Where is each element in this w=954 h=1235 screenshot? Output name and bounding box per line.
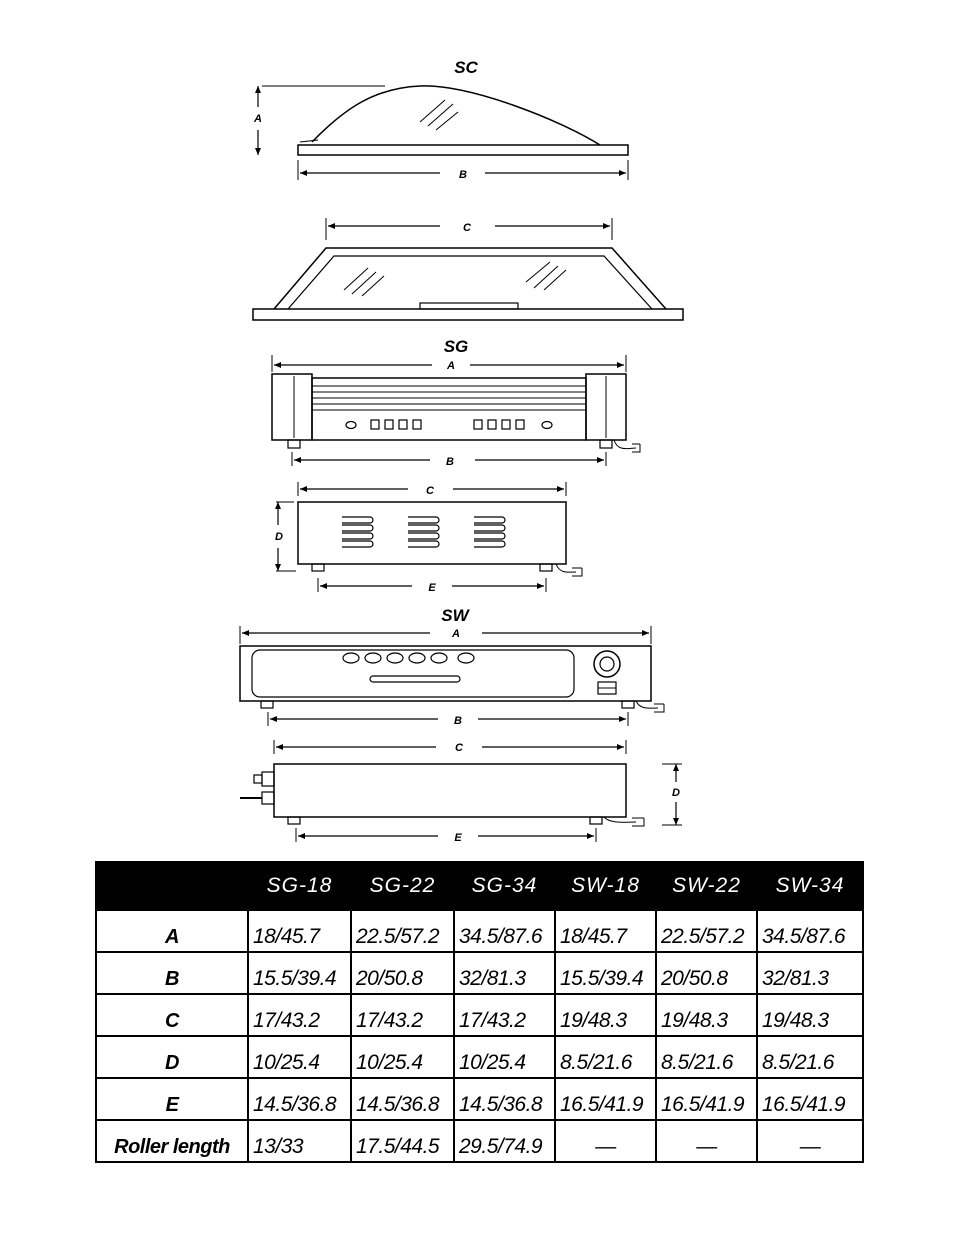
- row-label: B: [96, 952, 248, 994]
- sc-front-view: [253, 218, 683, 320]
- table-cell: 17/43.2: [248, 994, 351, 1036]
- table-cell: 32/81.3: [757, 952, 863, 994]
- table-cell: 20/50.8: [351, 952, 454, 994]
- row-label: Roller length: [96, 1120, 248, 1162]
- sw-dim-d-label: D: [672, 787, 680, 799]
- table-cell: 18/45.7: [248, 910, 351, 952]
- row-label: A: [96, 910, 248, 952]
- table-cell: 15.5/39.4: [248, 952, 351, 994]
- table-row: [96, 952, 863, 994]
- sc-title: SC: [454, 58, 478, 77]
- table-cell: 20/50.8: [656, 952, 757, 994]
- column-header: SW-34: [757, 862, 863, 910]
- table-cell: 8.5/21.6: [555, 1036, 656, 1078]
- table-cell: 14.5/36.8: [351, 1078, 454, 1120]
- table-cell: 18/45.7: [555, 910, 656, 952]
- table-cell: —: [656, 1120, 757, 1162]
- row-label: D: [96, 1036, 248, 1078]
- table-cell: 34.5/87.6: [757, 910, 863, 952]
- sw-dim-c-label: C: [455, 742, 463, 754]
- table-cell: 10/25.4: [248, 1036, 351, 1078]
- table-cell: 16.5/41.9: [656, 1078, 757, 1120]
- column-header: [96, 862, 248, 910]
- column-header: SG-34: [454, 862, 555, 910]
- sw-title: SW: [441, 606, 469, 625]
- sc-dim-a-label: A: [254, 113, 262, 125]
- table-cell: 34.5/87.6: [454, 910, 555, 952]
- table-cell: 19/48.3: [757, 994, 863, 1036]
- table-cell: 16.5/41.9: [757, 1078, 863, 1120]
- table-cell: 17/43.2: [351, 994, 454, 1036]
- row-label: C: [96, 994, 248, 1036]
- sw-dim-b-label: B: [454, 715, 462, 727]
- sc-dim-c-label: C: [463, 222, 471, 234]
- sw-front-view: [240, 606, 664, 727]
- table-row: [96, 1120, 863, 1162]
- table-cell: 10/25.4: [351, 1036, 454, 1078]
- table-cell: 19/48.3: [656, 994, 757, 1036]
- sc-dim-b-label: B: [459, 169, 467, 181]
- sg-dim-d-label: D: [275, 531, 283, 543]
- table-cell: 22.5/57.2: [656, 910, 757, 952]
- table-cell: 32/81.3: [454, 952, 555, 994]
- sc-side-view: [253, 58, 628, 181]
- table-cell: 13/33: [248, 1120, 351, 1162]
- table-cell: 14.5/36.8: [248, 1078, 351, 1120]
- column-header: SG-22: [351, 862, 454, 910]
- table-cell: 22.5/57.2: [351, 910, 454, 952]
- dimensions-table: [95, 861, 864, 1163]
- sg-dim-c-label: C: [426, 485, 434, 497]
- table-row: [96, 1036, 863, 1078]
- sg-dim-b-label: B: [446, 456, 454, 468]
- table-row: [96, 910, 863, 952]
- column-header: SW-22: [656, 862, 757, 910]
- row-label: E: [96, 1078, 248, 1120]
- table-cell: 19/48.3: [555, 994, 656, 1036]
- table-cell: 8.5/21.6: [757, 1036, 863, 1078]
- table-cell: —: [757, 1120, 863, 1162]
- table-row: [96, 994, 863, 1036]
- sg-side-view: [275, 482, 582, 594]
- sg-dim-e-label: E: [428, 582, 436, 594]
- table-header-row: [96, 862, 863, 910]
- table-cell: 10/25.4: [454, 1036, 555, 1078]
- column-header: SW-18: [555, 862, 656, 910]
- table-cell: —: [555, 1120, 656, 1162]
- table-cell: 8.5/21.6: [656, 1036, 757, 1078]
- table-cell: 29.5/74.9: [454, 1120, 555, 1162]
- sw-side-view: [240, 740, 682, 844]
- table-row: [96, 1078, 863, 1120]
- table-cell: 17.5/44.5: [351, 1120, 454, 1162]
- table-cell: 17/43.2: [454, 994, 555, 1036]
- table-cell: 16.5/41.9: [555, 1078, 656, 1120]
- table-cell: 15.5/39.4: [555, 952, 656, 994]
- sg-front-view: [272, 337, 640, 468]
- sg-title: SG: [443, 337, 469, 356]
- table-cell: 14.5/36.8: [454, 1078, 555, 1120]
- column-header: SG-18: [248, 862, 351, 910]
- sw-dim-e-label: E: [454, 832, 462, 844]
- sg-dim-a-label: A: [447, 360, 455, 372]
- sw-dim-a-label: A: [452, 628, 460, 640]
